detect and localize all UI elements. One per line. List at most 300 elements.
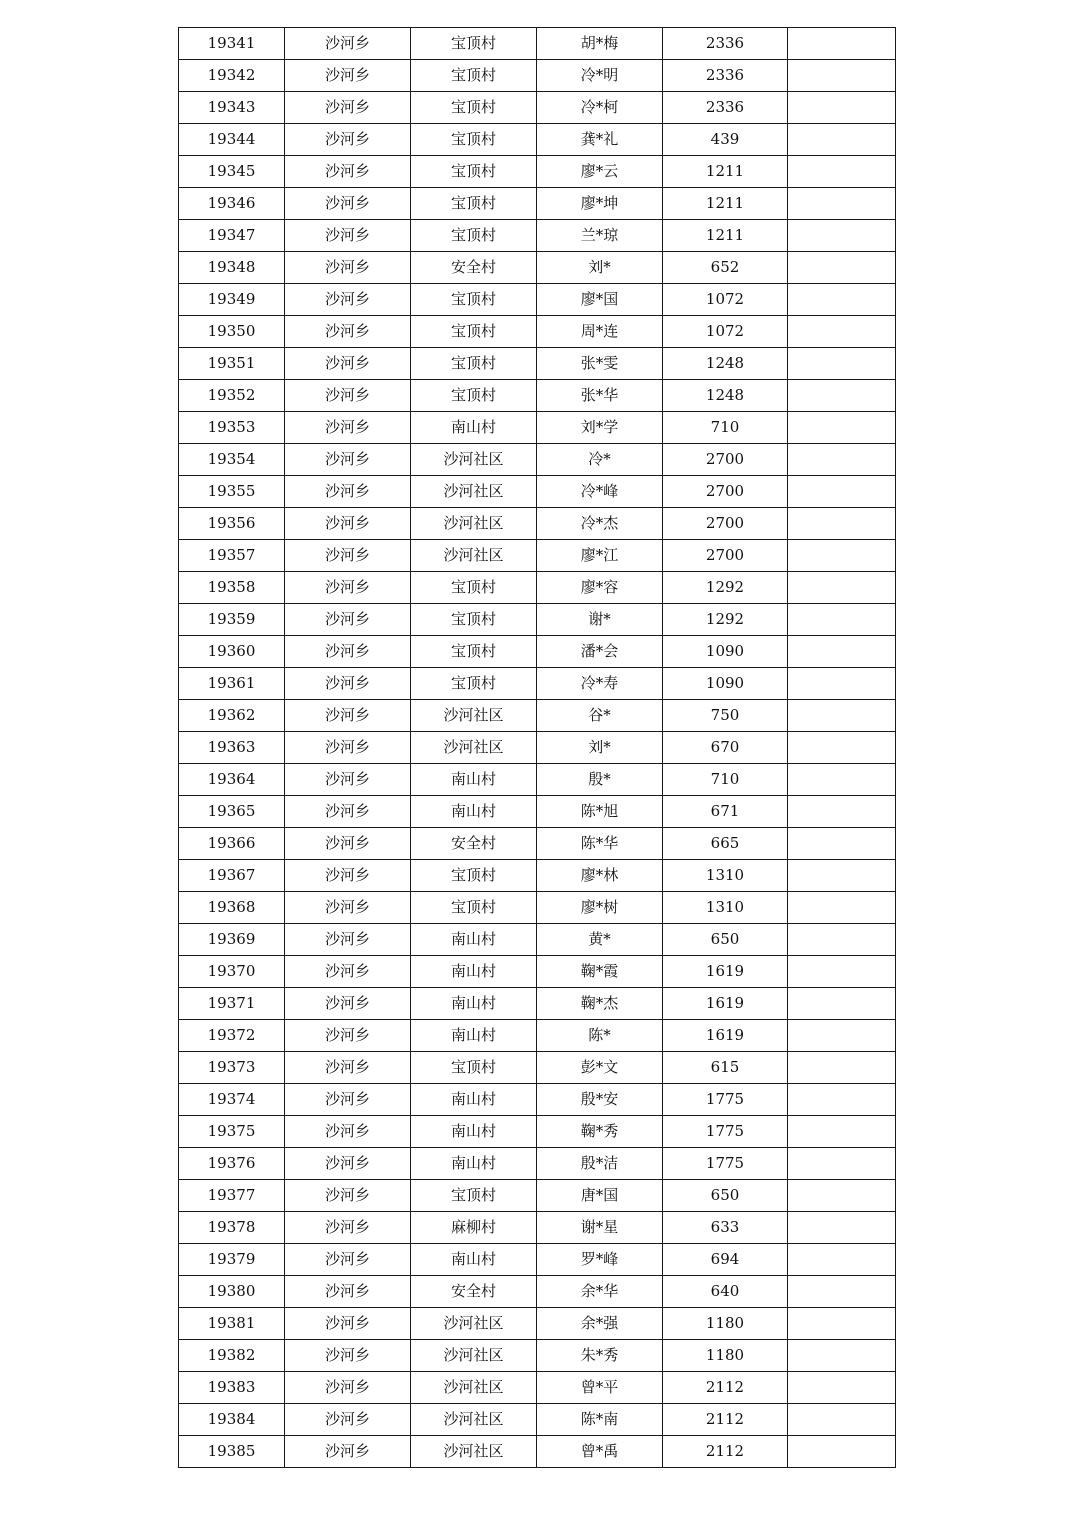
cell-person-name: 殷*安 xyxy=(537,1084,663,1116)
cell-serial-number: 19356 xyxy=(179,508,285,540)
cell-person-name: 鞠*秀 xyxy=(537,1116,663,1148)
table-row xyxy=(179,1436,896,1468)
cell-village: 宝顶村 xyxy=(411,220,537,252)
cell-person-name: 余*华 xyxy=(537,1276,663,1308)
cell-serial-number: 19366 xyxy=(179,828,285,860)
cell-village: 宝顶村 xyxy=(411,572,537,604)
cell-note xyxy=(788,220,896,252)
cell-village: 安全村 xyxy=(411,828,537,860)
cell-person-name: 彭*文 xyxy=(537,1052,663,1084)
cell-amount: 1211 xyxy=(663,220,788,252)
cell-note xyxy=(788,1244,896,1276)
cell-amount: 1072 xyxy=(663,316,788,348)
cell-person-name: 刘*学 xyxy=(537,412,663,444)
cell-note xyxy=(788,796,896,828)
table-row xyxy=(179,572,896,604)
table-row xyxy=(179,444,896,476)
cell-note xyxy=(788,1372,896,1404)
cell-amount: 640 xyxy=(663,1276,788,1308)
cell-person-name: 廖*云 xyxy=(537,156,663,188)
cell-serial-number: 19379 xyxy=(179,1244,285,1276)
table-row xyxy=(179,284,896,316)
cell-township: 沙河乡 xyxy=(285,92,411,124)
cell-person-name: 陈*旭 xyxy=(537,796,663,828)
cell-township: 沙河乡 xyxy=(285,1276,411,1308)
cell-note xyxy=(788,1340,896,1372)
cell-serial-number: 19361 xyxy=(179,668,285,700)
cell-amount: 2700 xyxy=(663,508,788,540)
cell-amount: 1775 xyxy=(663,1084,788,1116)
cell-township: 沙河乡 xyxy=(285,1084,411,1116)
cell-serial-number: 19367 xyxy=(179,860,285,892)
table-row xyxy=(179,28,896,60)
cell-person-name: 陈*华 xyxy=(537,828,663,860)
cell-serial-number: 19374 xyxy=(179,1084,285,1116)
cell-person-name: 曾*平 xyxy=(537,1372,663,1404)
cell-serial-number: 19368 xyxy=(179,892,285,924)
table-row xyxy=(179,188,896,220)
table-row xyxy=(179,828,896,860)
cell-person-name: 陈*南 xyxy=(537,1404,663,1436)
cell-note xyxy=(788,1308,896,1340)
table-row xyxy=(179,1372,896,1404)
cell-person-name: 谢* xyxy=(537,604,663,636)
cell-amount: 710 xyxy=(663,764,788,796)
cell-person-name: 鞠*杰 xyxy=(537,988,663,1020)
cell-village: 南山村 xyxy=(411,988,537,1020)
cell-amount: 1090 xyxy=(663,636,788,668)
cell-township: 沙河乡 xyxy=(285,1308,411,1340)
cell-amount: 1619 xyxy=(663,1020,788,1052)
cell-township: 沙河乡 xyxy=(285,380,411,412)
cell-village: 南山村 xyxy=(411,796,537,828)
cell-village: 宝顶村 xyxy=(411,92,537,124)
table-row xyxy=(179,956,896,988)
cell-person-name: 朱*秀 xyxy=(537,1340,663,1372)
cell-serial-number: 19370 xyxy=(179,956,285,988)
cell-person-name: 余*强 xyxy=(537,1308,663,1340)
cell-amount: 2112 xyxy=(663,1372,788,1404)
cell-village: 麻柳村 xyxy=(411,1212,537,1244)
cell-township: 沙河乡 xyxy=(285,924,411,956)
table-row xyxy=(179,412,896,444)
cell-village: 沙河社区 xyxy=(411,1308,537,1340)
cell-note xyxy=(788,380,896,412)
table-row xyxy=(179,604,896,636)
cell-township: 沙河乡 xyxy=(285,828,411,860)
cell-amount: 650 xyxy=(663,924,788,956)
cell-township: 沙河乡 xyxy=(285,764,411,796)
cell-village: 宝顶村 xyxy=(411,636,537,668)
cell-note xyxy=(788,476,896,508)
cell-serial-number: 19364 xyxy=(179,764,285,796)
cell-village: 安全村 xyxy=(411,252,537,284)
cell-village: 南山村 xyxy=(411,1020,537,1052)
cell-note xyxy=(788,668,896,700)
cell-serial-number: 19357 xyxy=(179,540,285,572)
table-row xyxy=(179,508,896,540)
cell-village: 宝顶村 xyxy=(411,1180,537,1212)
cell-amount: 2112 xyxy=(663,1436,788,1468)
cell-amount: 1180 xyxy=(663,1308,788,1340)
cell-serial-number: 19378 xyxy=(179,1212,285,1244)
cell-serial-number: 19383 xyxy=(179,1372,285,1404)
table-row xyxy=(179,1020,896,1052)
cell-person-name: 冷*寿 xyxy=(537,668,663,700)
cell-serial-number: 19373 xyxy=(179,1052,285,1084)
cell-village: 南山村 xyxy=(411,1084,537,1116)
cell-amount: 694 xyxy=(663,1244,788,1276)
cell-village: 安全村 xyxy=(411,1276,537,1308)
cell-amount: 2700 xyxy=(663,444,788,476)
cell-person-name: 张*华 xyxy=(537,380,663,412)
cell-note xyxy=(788,316,896,348)
cell-village: 宝顶村 xyxy=(411,668,537,700)
cell-township: 沙河乡 xyxy=(285,60,411,92)
cell-note xyxy=(788,1052,896,1084)
cell-township: 沙河乡 xyxy=(285,572,411,604)
cell-village: 宝顶村 xyxy=(411,284,537,316)
cell-note xyxy=(788,1276,896,1308)
cell-township: 沙河乡 xyxy=(285,892,411,924)
cell-amount: 1248 xyxy=(663,348,788,380)
cell-person-name: 冷*杰 xyxy=(537,508,663,540)
cell-serial-number: 19345 xyxy=(179,156,285,188)
cell-serial-number: 19358 xyxy=(179,572,285,604)
cell-person-name: 冷*峰 xyxy=(537,476,663,508)
cell-note xyxy=(788,860,896,892)
cell-note xyxy=(788,572,896,604)
table-row xyxy=(179,1308,896,1340)
cell-serial-number: 19359 xyxy=(179,604,285,636)
cell-serial-number: 19352 xyxy=(179,380,285,412)
cell-note xyxy=(788,156,896,188)
cell-amount: 750 xyxy=(663,700,788,732)
cell-township: 沙河乡 xyxy=(285,1436,411,1468)
cell-note xyxy=(788,1084,896,1116)
cell-person-name: 周*连 xyxy=(537,316,663,348)
cell-serial-number: 19382 xyxy=(179,1340,285,1372)
table-row xyxy=(179,92,896,124)
table-row xyxy=(179,476,896,508)
cell-village: 沙河社区 xyxy=(411,476,537,508)
cell-note xyxy=(788,1404,896,1436)
cell-township: 沙河乡 xyxy=(285,1340,411,1372)
cell-serial-number: 19381 xyxy=(179,1308,285,1340)
cell-township: 沙河乡 xyxy=(285,316,411,348)
cell-amount: 2700 xyxy=(663,476,788,508)
cell-township: 沙河乡 xyxy=(285,188,411,220)
table-row xyxy=(179,60,896,92)
cell-village: 南山村 xyxy=(411,1148,537,1180)
cell-serial-number: 19350 xyxy=(179,316,285,348)
cell-village: 南山村 xyxy=(411,1244,537,1276)
cell-village: 宝顶村 xyxy=(411,316,537,348)
cell-serial-number: 19344 xyxy=(179,124,285,156)
cell-amount: 439 xyxy=(663,124,788,156)
cell-serial-number: 19360 xyxy=(179,636,285,668)
cell-note xyxy=(788,1212,896,1244)
cell-village: 沙河社区 xyxy=(411,540,537,572)
cell-township: 沙河乡 xyxy=(285,444,411,476)
cell-village: 南山村 xyxy=(411,1116,537,1148)
table-row xyxy=(179,1404,896,1436)
cell-village: 沙河社区 xyxy=(411,1404,537,1436)
cell-note xyxy=(788,924,896,956)
cell-note xyxy=(788,764,896,796)
table-row xyxy=(179,796,896,828)
cell-township: 沙河乡 xyxy=(285,412,411,444)
cell-serial-number: 19371 xyxy=(179,988,285,1020)
table-row xyxy=(179,892,896,924)
cell-village: 沙河社区 xyxy=(411,700,537,732)
table-row xyxy=(179,540,896,572)
table-row xyxy=(179,764,896,796)
cell-note xyxy=(788,508,896,540)
cell-note xyxy=(788,124,896,156)
cell-village: 宝顶村 xyxy=(411,380,537,412)
cell-serial-number: 19363 xyxy=(179,732,285,764)
cell-township: 沙河乡 xyxy=(285,284,411,316)
cell-village: 沙河社区 xyxy=(411,1340,537,1372)
cell-note xyxy=(788,956,896,988)
cell-township: 沙河乡 xyxy=(285,668,411,700)
cell-amount: 671 xyxy=(663,796,788,828)
table-row xyxy=(179,1052,896,1084)
cell-note xyxy=(788,892,896,924)
cell-village: 南山村 xyxy=(411,412,537,444)
cell-amount: 710 xyxy=(663,412,788,444)
cell-serial-number: 19346 xyxy=(179,188,285,220)
cell-township: 沙河乡 xyxy=(285,1212,411,1244)
cell-village: 宝顶村 xyxy=(411,860,537,892)
cell-serial-number: 19341 xyxy=(179,28,285,60)
cell-village: 宝顶村 xyxy=(411,604,537,636)
cell-township: 沙河乡 xyxy=(285,1020,411,1052)
cell-amount: 2112 xyxy=(663,1404,788,1436)
cell-person-name: 廖*国 xyxy=(537,284,663,316)
cell-serial-number: 19376 xyxy=(179,1148,285,1180)
cell-note xyxy=(788,28,896,60)
table-row xyxy=(179,860,896,892)
cell-village: 沙河社区 xyxy=(411,1372,537,1404)
cell-person-name: 谷* xyxy=(537,700,663,732)
cell-amount: 1310 xyxy=(663,892,788,924)
cell-township: 沙河乡 xyxy=(285,124,411,156)
cell-amount: 2336 xyxy=(663,92,788,124)
table-row xyxy=(179,1180,896,1212)
table-row xyxy=(179,668,896,700)
table-row xyxy=(179,1084,896,1116)
table-row xyxy=(179,924,896,956)
cell-person-name: 罗*峰 xyxy=(537,1244,663,1276)
cell-person-name: 龚*礼 xyxy=(537,124,663,156)
cell-township: 沙河乡 xyxy=(285,1052,411,1084)
cell-village: 宝顶村 xyxy=(411,892,537,924)
table-row xyxy=(179,636,896,668)
cell-note xyxy=(788,252,896,284)
table-row xyxy=(179,220,896,252)
cell-village: 宝顶村 xyxy=(411,348,537,380)
cell-village: 沙河社区 xyxy=(411,444,537,476)
cell-note xyxy=(788,348,896,380)
cell-note xyxy=(788,1116,896,1148)
cell-amount: 2336 xyxy=(663,28,788,60)
cell-person-name: 鞠*霞 xyxy=(537,956,663,988)
cell-person-name: 曾*禹 xyxy=(537,1436,663,1468)
cell-note xyxy=(788,828,896,860)
cell-amount: 1211 xyxy=(663,156,788,188)
cell-township: 沙河乡 xyxy=(285,700,411,732)
cell-note xyxy=(788,60,896,92)
cell-village: 宝顶村 xyxy=(411,188,537,220)
cell-note xyxy=(788,636,896,668)
cell-township: 沙河乡 xyxy=(285,156,411,188)
cell-amount: 1619 xyxy=(663,988,788,1020)
cell-person-name: 殷* xyxy=(537,764,663,796)
cell-serial-number: 19369 xyxy=(179,924,285,956)
cell-township: 沙河乡 xyxy=(285,1404,411,1436)
cell-amount: 1211 xyxy=(663,188,788,220)
cell-township: 沙河乡 xyxy=(285,1244,411,1276)
table-row xyxy=(179,732,896,764)
cell-township: 沙河乡 xyxy=(285,540,411,572)
table-row xyxy=(179,124,896,156)
cell-township: 沙河乡 xyxy=(285,476,411,508)
cell-township: 沙河乡 xyxy=(285,1148,411,1180)
cell-serial-number: 19354 xyxy=(179,444,285,476)
cell-serial-number: 19342 xyxy=(179,60,285,92)
cell-township: 沙河乡 xyxy=(285,508,411,540)
cell-village: 南山村 xyxy=(411,956,537,988)
cell-person-name: 廖*树 xyxy=(537,892,663,924)
cell-village: 宝顶村 xyxy=(411,124,537,156)
cell-person-name: 刘* xyxy=(537,732,663,764)
table-row xyxy=(179,252,896,284)
cell-village: 南山村 xyxy=(411,764,537,796)
cell-person-name: 廖*坤 xyxy=(537,188,663,220)
cell-township: 沙河乡 xyxy=(285,988,411,1020)
table-row xyxy=(179,1244,896,1276)
cell-amount: 665 xyxy=(663,828,788,860)
data-table xyxy=(178,27,896,1468)
cell-note xyxy=(788,604,896,636)
cell-serial-number: 19380 xyxy=(179,1276,285,1308)
cell-amount: 1090 xyxy=(663,668,788,700)
cell-serial-number: 19343 xyxy=(179,92,285,124)
cell-amount: 1619 xyxy=(663,956,788,988)
cell-note xyxy=(788,1180,896,1212)
cell-township: 沙河乡 xyxy=(285,1372,411,1404)
cell-village: 沙河社区 xyxy=(411,1436,537,1468)
cell-village: 南山村 xyxy=(411,924,537,956)
cell-note xyxy=(788,412,896,444)
table-row xyxy=(179,1116,896,1148)
table-row xyxy=(179,348,896,380)
cell-person-name: 冷* xyxy=(537,444,663,476)
cell-amount: 1775 xyxy=(663,1116,788,1148)
cell-serial-number: 19384 xyxy=(179,1404,285,1436)
cell-serial-number: 19372 xyxy=(179,1020,285,1052)
cell-village: 沙河社区 xyxy=(411,732,537,764)
cell-township: 沙河乡 xyxy=(285,1116,411,1148)
table-row xyxy=(179,156,896,188)
table-row xyxy=(179,988,896,1020)
cell-village: 宝顶村 xyxy=(411,156,537,188)
cell-note xyxy=(788,284,896,316)
cell-serial-number: 19375 xyxy=(179,1116,285,1148)
cell-person-name: 刘* xyxy=(537,252,663,284)
cell-village: 沙河社区 xyxy=(411,508,537,540)
cell-amount: 670 xyxy=(663,732,788,764)
cell-amount: 1248 xyxy=(663,380,788,412)
cell-person-name: 唐*国 xyxy=(537,1180,663,1212)
cell-person-name: 殷*洁 xyxy=(537,1148,663,1180)
cell-note xyxy=(788,700,896,732)
cell-township: 沙河乡 xyxy=(285,348,411,380)
cell-person-name: 黄* xyxy=(537,924,663,956)
cell-serial-number: 19349 xyxy=(179,284,285,316)
cell-person-name: 陈* xyxy=(537,1020,663,1052)
cell-person-name: 冷*明 xyxy=(537,60,663,92)
cell-amount: 615 xyxy=(663,1052,788,1084)
cell-village: 宝顶村 xyxy=(411,28,537,60)
table-row xyxy=(179,1148,896,1180)
cell-amount: 1072 xyxy=(663,284,788,316)
cell-amount: 2700 xyxy=(663,540,788,572)
cell-person-name: 兰*琼 xyxy=(537,220,663,252)
cell-serial-number: 19355 xyxy=(179,476,285,508)
cell-serial-number: 19347 xyxy=(179,220,285,252)
cell-person-name: 胡*梅 xyxy=(537,28,663,60)
cell-serial-number: 19351 xyxy=(179,348,285,380)
cell-note xyxy=(788,444,896,476)
cell-amount: 1310 xyxy=(663,860,788,892)
cell-person-name: 潘*会 xyxy=(537,636,663,668)
table-row xyxy=(179,700,896,732)
cell-township: 沙河乡 xyxy=(285,732,411,764)
table-row xyxy=(179,1276,896,1308)
cell-person-name: 廖*江 xyxy=(537,540,663,572)
cell-serial-number: 19362 xyxy=(179,700,285,732)
cell-township: 沙河乡 xyxy=(285,796,411,828)
cell-township: 沙河乡 xyxy=(285,956,411,988)
cell-note xyxy=(788,540,896,572)
table-body xyxy=(179,28,896,1468)
cell-serial-number: 19385 xyxy=(179,1436,285,1468)
cell-township: 沙河乡 xyxy=(285,636,411,668)
cell-serial-number: 19377 xyxy=(179,1180,285,1212)
cell-person-name: 谢*星 xyxy=(537,1212,663,1244)
cell-township: 沙河乡 xyxy=(285,28,411,60)
table-row xyxy=(179,316,896,348)
cell-township: 沙河乡 xyxy=(285,220,411,252)
cell-amount: 1292 xyxy=(663,604,788,636)
table-row xyxy=(179,1212,896,1244)
cell-note xyxy=(788,188,896,220)
cell-person-name: 廖*林 xyxy=(537,860,663,892)
cell-note xyxy=(788,1436,896,1468)
table-row xyxy=(179,380,896,412)
cell-person-name: 廖*容 xyxy=(537,572,663,604)
cell-amount: 1775 xyxy=(663,1148,788,1180)
cell-amount: 633 xyxy=(663,1212,788,1244)
cell-note xyxy=(788,988,896,1020)
table-row xyxy=(179,1340,896,1372)
cell-township: 沙河乡 xyxy=(285,1180,411,1212)
cell-township: 沙河乡 xyxy=(285,860,411,892)
cell-note xyxy=(788,732,896,764)
